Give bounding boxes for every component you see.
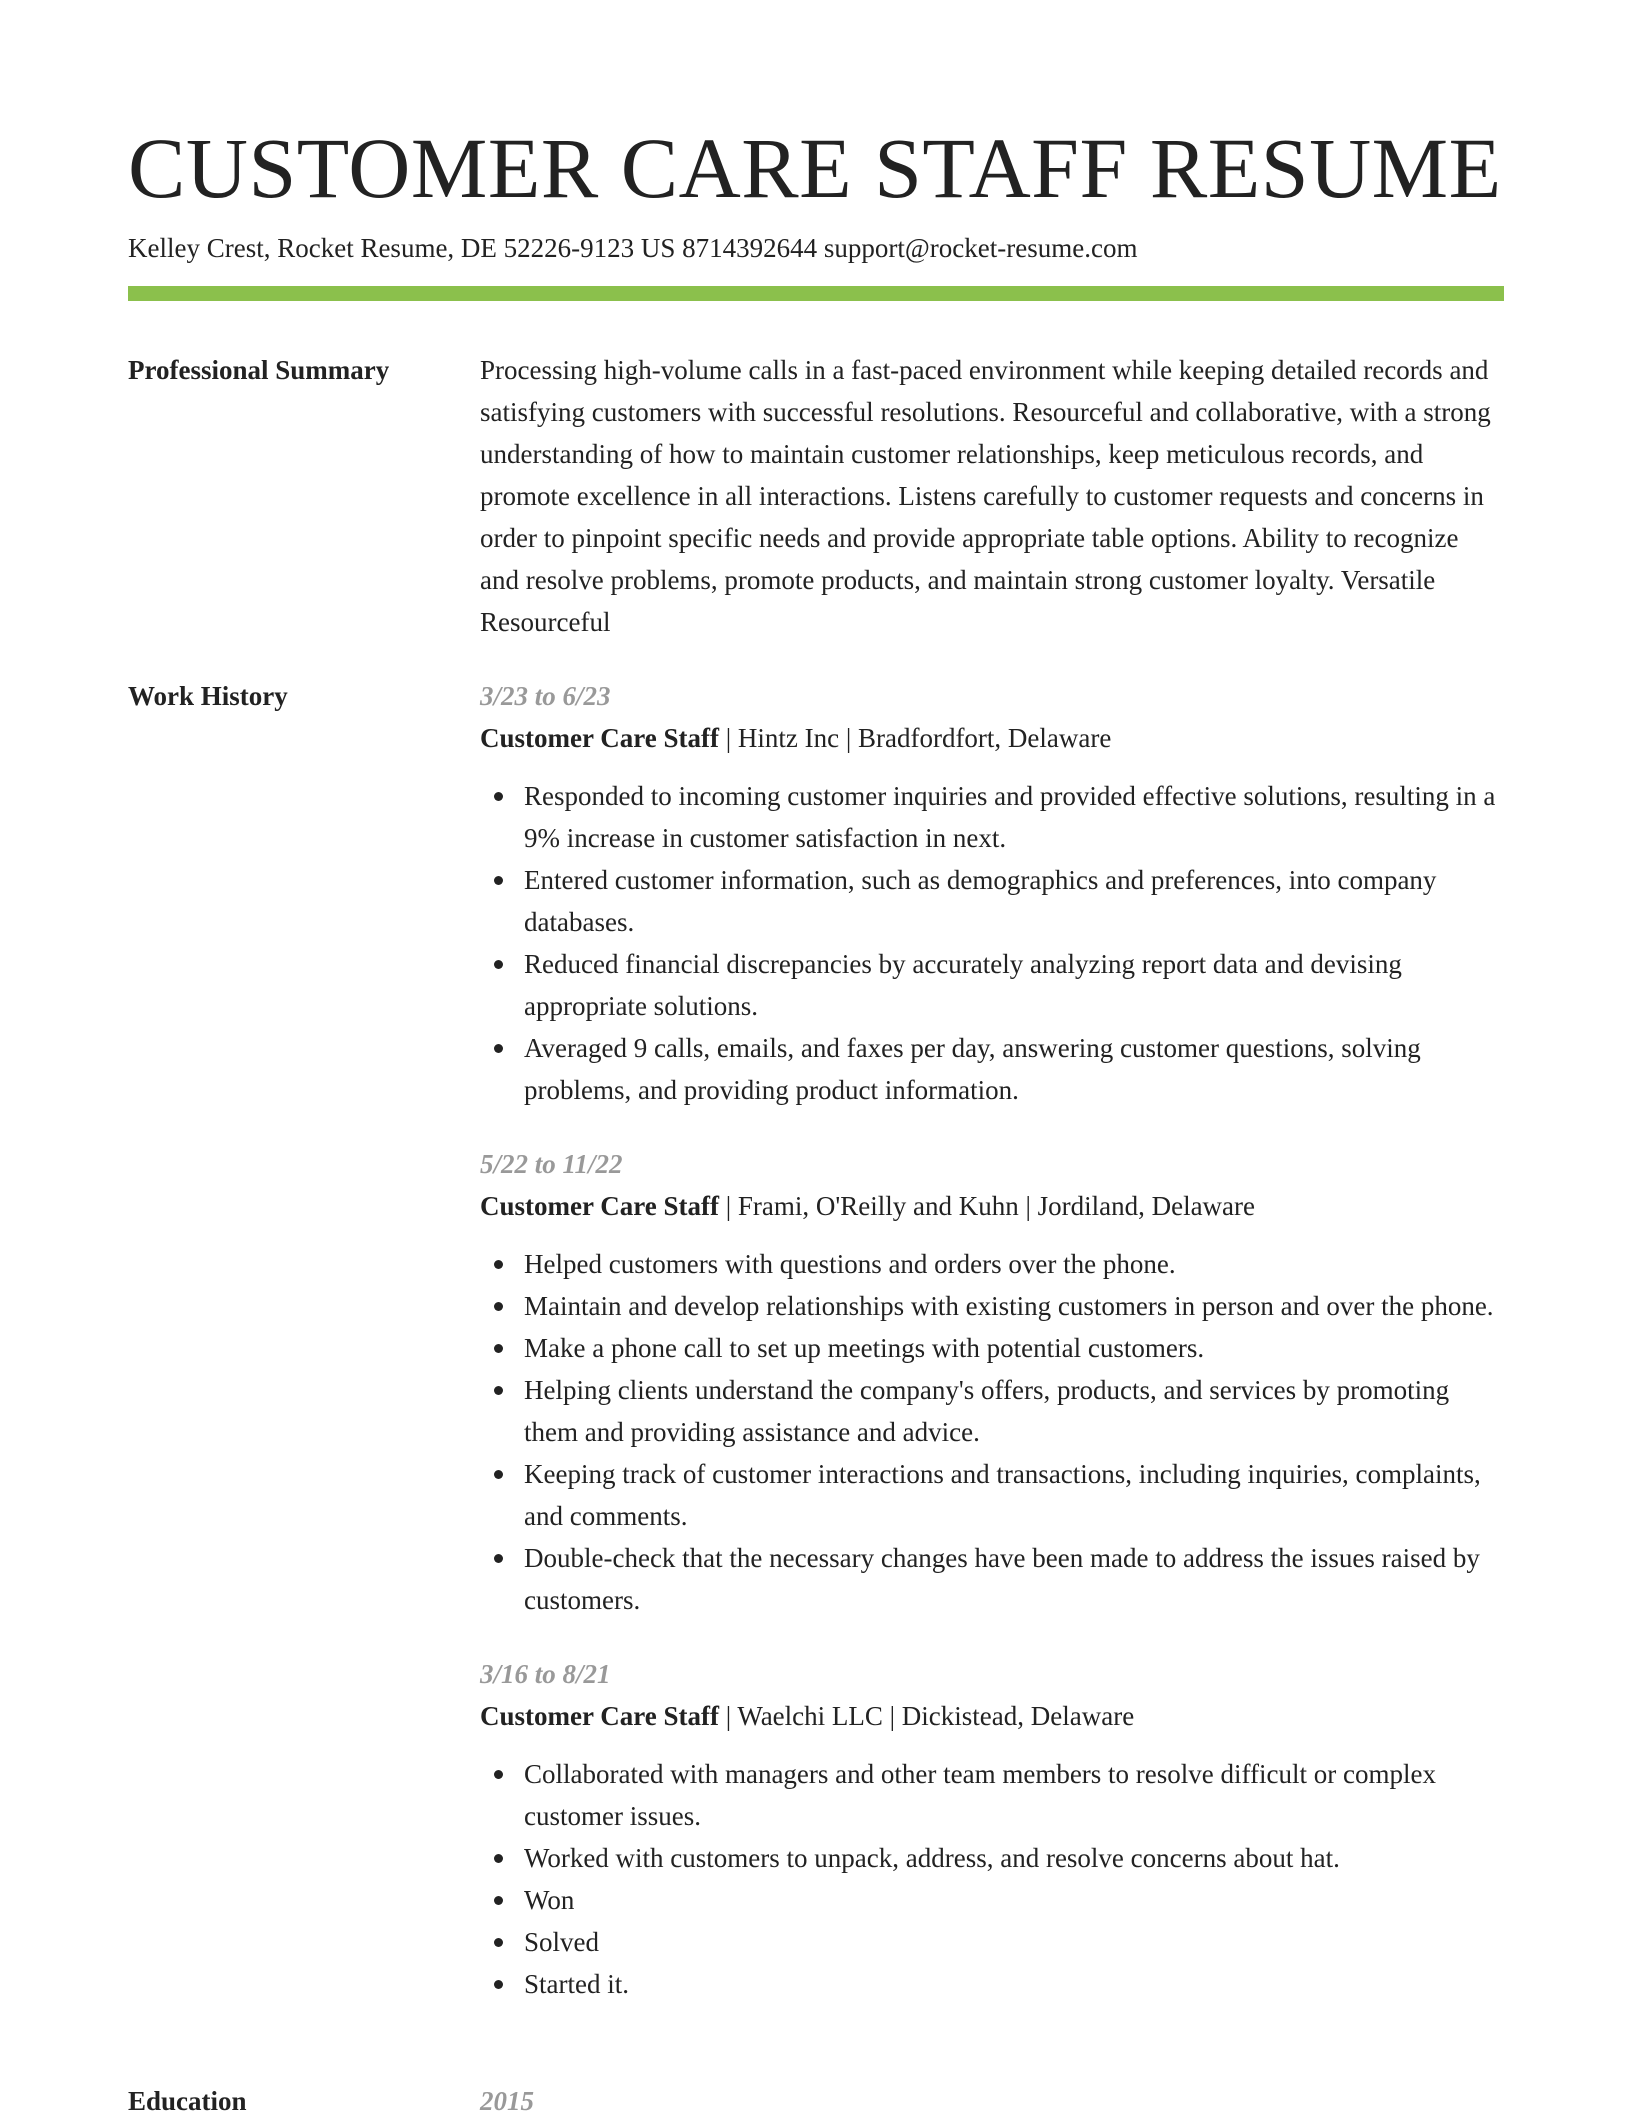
job-date: 3/16 to 8/21 xyxy=(480,1659,611,1689)
job-bullet-list xyxy=(480,1243,1504,1621)
resume-title: CUSTOMER CARE STAFF RESUME xyxy=(128,120,1502,216)
job-heading xyxy=(480,1695,1504,1737)
job-bullet-text: Worked with customers to unpack, address, and resolve concerns about hat. xyxy=(524,1843,1340,1873)
job-bullet xyxy=(480,1921,1504,1963)
job-bullet-text: Responded to incoming customer inquiries and provided effective solutions, resulting in a 9% increase in customer satisfaction in next. xyxy=(524,781,1496,853)
job-bullet xyxy=(480,775,1504,859)
job-bullet xyxy=(480,1837,1504,1879)
job-company-location: | Frami, O'Reilly and Kuhn | Jordiland, Delaware xyxy=(718,1191,1256,1221)
bullet-dot-icon xyxy=(494,1470,503,1479)
job-bullet xyxy=(480,859,1504,943)
job-date: 5/22 to 11/22 xyxy=(480,1149,623,1179)
job-bullet-text: Helped customers with questions and orders over the phone. xyxy=(524,1249,1176,1279)
job-bullet-text: Reduced financial discrepancies by accurately analyzing report data and devising appropriate solutions. xyxy=(524,949,1402,1021)
job-heading xyxy=(480,1185,1504,1227)
job-entry xyxy=(480,1143,1504,1621)
job-bullet xyxy=(480,1537,1504,1621)
bullet-dot-icon xyxy=(494,1554,503,1563)
education-body xyxy=(480,2080,1504,2112)
job-bullet-list xyxy=(480,775,1504,1111)
job-title: Customer Care Staff xyxy=(480,723,719,753)
bullet-dot-icon xyxy=(494,876,503,885)
job-bullet-text: Won xyxy=(524,1885,575,1915)
job-bullet xyxy=(480,1753,1504,1837)
job-bullet-text: Make a phone call to set up meetings with potential customers. xyxy=(524,1333,1205,1363)
bullet-dot-icon xyxy=(494,1044,503,1053)
bullet-dot-icon xyxy=(494,1344,503,1353)
job-bullet xyxy=(480,1369,1504,1453)
job-bullet-text: Solved xyxy=(524,1927,600,1957)
bullet-dot-icon xyxy=(494,1260,503,1269)
bullet-dot-icon xyxy=(494,1980,503,1989)
job-bullet xyxy=(480,1963,1504,2005)
work-history-label: Work History xyxy=(128,681,288,711)
job-bullet xyxy=(480,1285,1504,1327)
job-bullet-text: Entered customer information, such as demographics and preferences, into company databases. xyxy=(524,865,1437,937)
job-bullet-text: Averaged 9 calls, emails, and faxes per day, answering customer questions, solving problems, and providing product information. xyxy=(524,1033,1421,1105)
bullet-dot-icon xyxy=(494,1302,503,1311)
bullet-dot-icon xyxy=(494,1386,503,1395)
job-bullet xyxy=(480,1453,1504,1537)
job-bullet-text: Maintain and develop relationships with existing customers in person and over the phone. xyxy=(524,1291,1494,1321)
job-title: Customer Care Staff xyxy=(480,1191,719,1221)
job-entry xyxy=(480,1653,1504,2005)
bullet-dot-icon xyxy=(494,1770,503,1779)
contact-line: Kelley Crest, Rocket Resume, DE 52226-9123 US 8714392644 support@rocket-resume.com xyxy=(128,233,1138,263)
work-history-body xyxy=(480,675,1504,2037)
job-bullet-text: Double-check that the necessary changes have been made to address the issues raised by customers. xyxy=(524,1543,1480,1615)
education-date: 2015 xyxy=(480,2086,534,2112)
job-heading xyxy=(480,717,1504,759)
job-date: 3/23 to 6/23 xyxy=(480,681,611,711)
job-company-location: | Hintz Inc | Bradfordfort, Delaware xyxy=(718,723,1112,753)
summary-body xyxy=(480,349,1504,643)
bullet-dot-icon xyxy=(494,1896,503,1905)
education-label: Education xyxy=(128,2086,247,2112)
job-bullet xyxy=(480,1879,1504,1921)
job-bullet-text: Collaborated with managers and other team members to resolve difficult or complex customer issues. xyxy=(524,1759,1436,1831)
job-bullet-list xyxy=(480,1753,1504,2005)
bullet-dot-icon xyxy=(494,792,503,801)
job-bullet xyxy=(480,1243,1504,1285)
job-entry xyxy=(480,675,1504,1111)
summary-label: Professional Summary xyxy=(128,355,390,385)
bullet-dot-icon xyxy=(494,1854,503,1863)
job-bullet xyxy=(480,1027,1504,1111)
job-bullet-text: Started it. xyxy=(524,1969,629,1999)
job-bullet-text: Helping clients understand the company's offers, products, and services by promoting them and providing assistance and advice. xyxy=(524,1375,1450,1447)
job-bullet xyxy=(480,943,1504,1027)
job-bullet-text: Keeping track of customer interactions and transactions, including inquiries, complaints, and comments. xyxy=(524,1459,1481,1531)
job-company-location: | Waelchi LLC | Dickistead, Delaware xyxy=(718,1701,1135,1731)
bullet-dot-icon xyxy=(494,1938,503,1947)
header-divider xyxy=(128,286,1504,301)
summary-text: Processing high-volume calls in a fast-paced environment while keeping detailed records and satisfying customers with successful resolutions. Resourceful and collaborative, with a strong understanding of how to maintain customer relationships, keep meticulous records, and promote excellence in all interactions. Listens carefully to customer requests and concerns in order to pinpoint specific needs and provide appropriate table options. Ability to recognize and resolve problems, promote products, and maintain strong customer loyalty. Versatile Resourceful xyxy=(480,355,1491,637)
job-bullet xyxy=(480,1327,1504,1369)
bullet-dot-icon xyxy=(494,960,503,969)
job-title: Customer Care Staff xyxy=(480,1701,719,1731)
